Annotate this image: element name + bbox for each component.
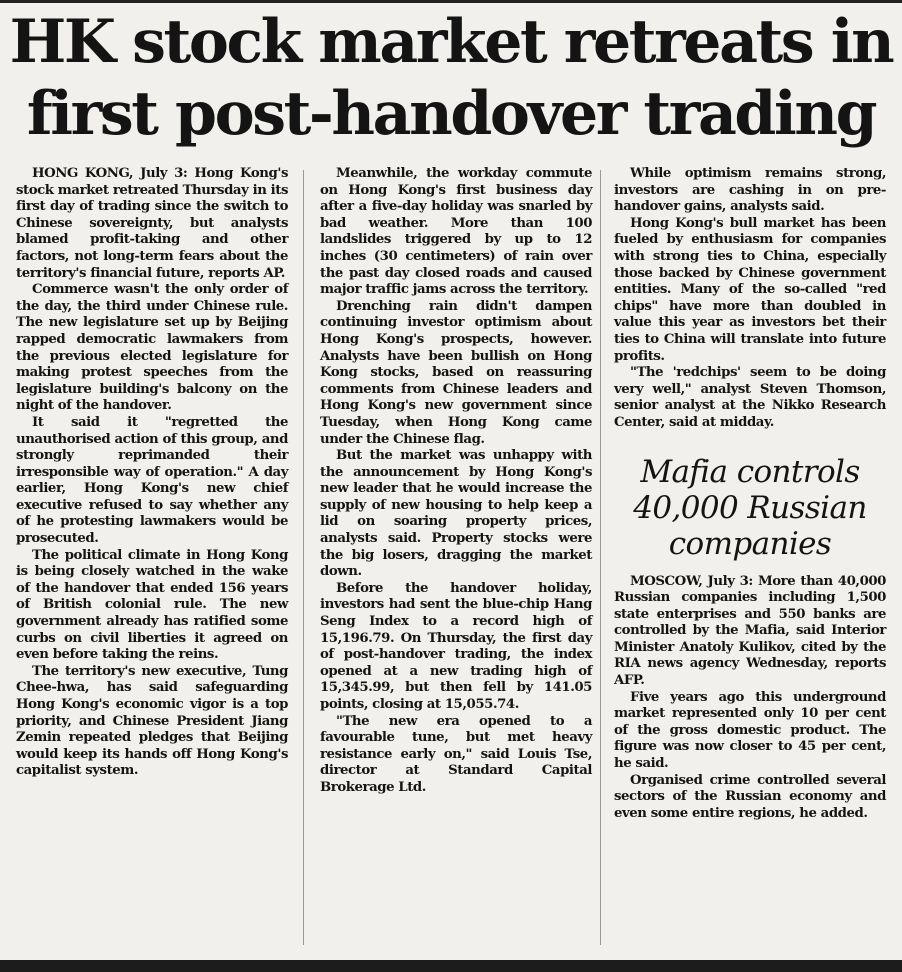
paragraph: Five years ago this underground market represented only 10 per cent of the gross domestic product. The figure was now closer to 45 per cent, he said.: [614, 689, 886, 772]
sidebar-headline-line: companies: [668, 525, 832, 562]
sidebar-headline: [614, 454, 886, 562]
paragraph: "The new era opened to a favourable tune, but met heavy resistance early on," said Louis Tse, director at Standard Capital Brokerage Ltd.: [320, 713, 592, 795]
main-headline: HK stock market retreats in first post-handover trading: [9, 7, 893, 149]
article-column-2: [320, 166, 592, 797]
paragraph: But the market was unhappy with the announcement by Hong Kong's new leader that he would increase the supply of new housing to help keep a lid on soaring property prices, analysts said. Property stocks were the big losers, dragging the market down.: [320, 448, 592, 580]
top-rule: [0, 0, 902, 3]
column-divider: [600, 170, 601, 945]
paragraph: The political climate in Hong Kong is being closely watched in the wake of the handover that ended 156 years of British colonial rule. The new government already has ratified some curbs on civil liberties it agreed on even before taking the reins.: [16, 547, 288, 663]
paragraph: The territory's new executive, Tung Chee-hwa, has said safeguarding Hong Kong's economic vigor is a top priority, and Chinese President Jiang Zemin repeated pledges that Beijing would keep its hands off Hong Kong's capitalist system.: [16, 663, 288, 779]
paragraph: Meanwhile, the workday commute on Hong Kong's first business day after a five-day holiday was snarled by bad weather. More than 100 landslides triggered by up to 12 inches (30 centimeters) of rain over the past day closed roads and caused major traffic jams across the territory.: [320, 166, 592, 298]
article-column-1: [16, 166, 288, 780]
paragraph: "The 'redchips' seem to be doing very well," analyst Steven Thomson, senior analyst at the Nikko Research Center, said at midday.: [614, 365, 886, 430]
paragraph: Drenching rain didn't dampen continuing investor optimism about Hong Kong's prospects, however. Analysts have been bullish on Hong Kong stocks, based on reassuring comments from Chinese leaders and Hong Kong's new government since Tuesday, when Hong Kong came under the Chinese flag.: [320, 298, 592, 447]
paragraph: Commerce wasn't the only order of the day, the third under Chinese rule. The new legislature set up by Beijing rapped democratic lawmakers from the previous elected legislature for making protest speeches from the legislature building's balcony on the night of the handover.: [16, 282, 288, 414]
column-divider: [303, 170, 304, 945]
bottom-rule: [0, 960, 902, 972]
sidebar-headline-line: 40,000 Russian: [633, 489, 867, 526]
paragraph: MOSCOW, July 3: More than 40,000 Russian companies including 1,500 state enterprises and 550 banks are controlled by the Mafia, said Interior Minister Anatoly Kulikov, cited by the RIA news agency Wednesday, reports AFP.: [614, 573, 886, 689]
paragraph: Organised crime controlled several sectors of the Russian economy and even some entire regions, he added.: [614, 772, 886, 821]
paragraph: Before the handover holiday, investors had sent the blue-chip Hang Seng Index to a record high of 15,196.79. On Thursday, the first day of post-handover trading, the index opened at a new trading high of 15,345.99, but then fell by 141.05 points, closing at 15,055.74.: [320, 580, 592, 712]
paragraph: It said it "regretted the unauthorised action of this group, and strongly reprimanded their irresponsible way of operation." A day earlier, Hong Kong's new chief executive refused to say whether any of he protesting lawmakers would be prosecuted.: [16, 414, 288, 547]
paragraph: While optimism remains strong, investors are cashing in on pre-handover gains, analysts said.: [614, 166, 886, 215]
paragraph: Hong Kong's bull market has been fueled by enthusiasm for companies with strong ties to China, especially those backed by Chinese government entities. Many of the so-called "red chips" have more than doubled in value this year as investors bet their ties to China will translate into future profits.: [614, 215, 886, 364]
paragraph: HONG KONG, July 3: Hong Kong's stock market retreated Thursday in its first day of trading since the switch to Chinese sovereignty, but analysts blamed profit-taking and other factors, not long-term fears about the territory's financial future, reports AP.: [16, 166, 288, 281]
sidebar-headline-line: Mafia controls: [640, 453, 860, 490]
article-column-3: [614, 166, 886, 822]
